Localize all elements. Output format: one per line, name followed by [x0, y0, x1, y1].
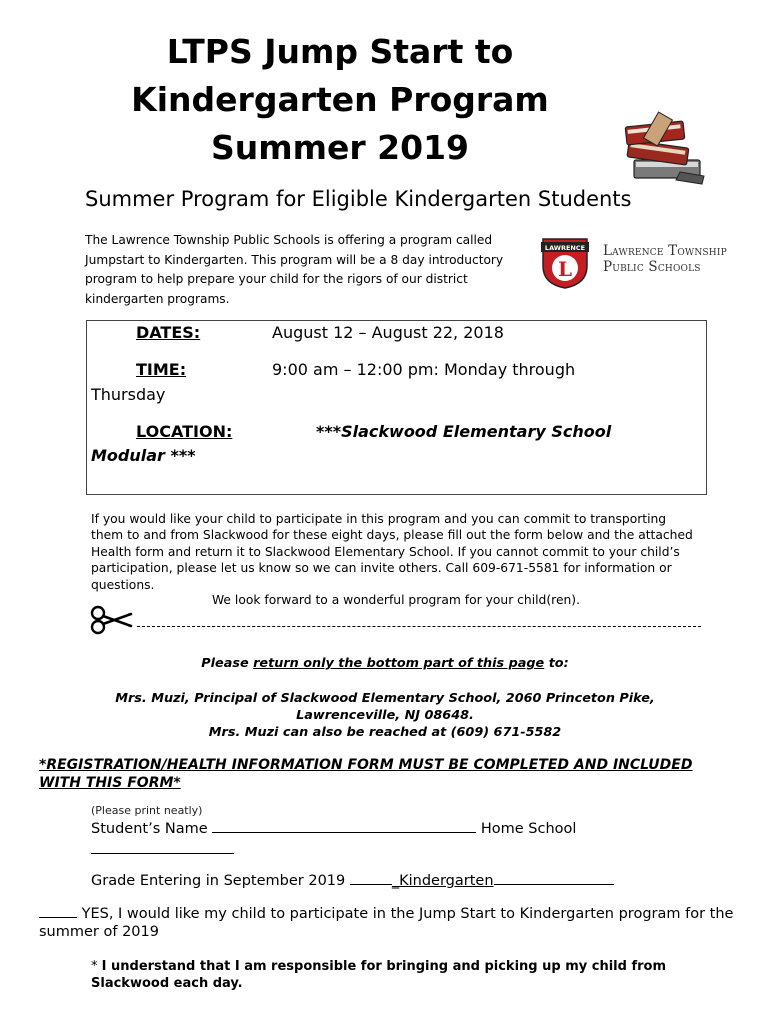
address-line: Mrs. Muzi can also be reached at (609) 671-5582 — [208, 725, 562, 740]
return-instructions — [80, 656, 690, 671]
dates-label: DATES: — [136, 323, 201, 342]
grade-row — [91, 870, 614, 889]
grade-label: Grade Entering in September 2019 — [91, 873, 346, 889]
agreement-note — [91, 958, 691, 992]
logo-banner-text: LAWRENCE — [544, 244, 586, 252]
grade-field-suffix[interactable] — [494, 870, 614, 885]
district-logo — [540, 236, 590, 290]
books-icon — [620, 110, 710, 190]
scissors-icon — [89, 604, 133, 636]
student-name-field[interactable] — [212, 818, 476, 833]
address-line: Lawrenceville, NJ 08648. — [296, 708, 474, 723]
intro-paragraph: The Lawrence Township Public Schools is offering a program called Jumpstart to Kindergarten. This program will be a 8 day introductory program to help prepare your child for the rigors of our district kindergarten programs. — [85, 233, 504, 306]
dates-value: August 12 – August 22, 2018 — [272, 323, 504, 342]
time-label: TIME: — [136, 360, 187, 379]
return-post: to: — [544, 656, 569, 671]
closing-line: We look forward to a wonderful program for your child(ren). — [211, 593, 581, 607]
district-name-line: Lawrence Township — [603, 243, 727, 259]
grade-field-prefix[interactable] — [350, 870, 392, 885]
district-name-line: Public Schools — [603, 259, 701, 275]
grade-value[interactable]: _Kindergarten — [391, 873, 494, 889]
return-pre: Please — [201, 656, 254, 671]
yes-checkbox-field[interactable] — [39, 905, 77, 918]
agreement-text: I understand that I am responsible for bringing and picking up my child from Slackwood each day. — [91, 959, 666, 991]
location-value: ***Slackwood Elementary School — [316, 422, 612, 441]
home-school-field[interactable] — [91, 839, 234, 854]
district-name — [603, 243, 727, 275]
agreement-marker: * — [91, 959, 98, 974]
student-name-label: Student’s Name — [91, 821, 208, 837]
title-line: Kindergarten Program — [131, 80, 549, 119]
logo-letter: L — [557, 257, 573, 281]
address-line: Mrs. Muzi, Principal of Slackwood Elementary School, 2060 Princeton Pike, — [115, 691, 655, 706]
yes-statement: YES, I would like my child to participate in the Jump Start to Kindergarten program for the summer of 2019 — [39, 906, 734, 940]
student-name-row — [91, 818, 576, 837]
participation-paragraph: If you would like your child to participate in this program and you can commit to transporting them to and from Slackwood for these eight days, please fill out the form below and the attached Health form and return it to Slackwood Elementary School. If you cannot commit to your child’s participation, please let us know so we can invite others. Call 609-671-5581 for information or questions. — [91, 512, 693, 592]
registration-notice: *REGISTRATION/HEALTH INFORMATION FORM MUST BE COMPLETED AND INCLUDED WITH THIS FORM* — [39, 757, 693, 791]
title-line: Summer 2019 — [210, 128, 470, 167]
home-school-label: Home School — [480, 821, 577, 837]
return-underlined: return only the bottom part of this page — [253, 656, 545, 671]
page-title — [60, 28, 620, 172]
time-value-cont: Thursday — [91, 385, 166, 404]
location-label: LOCATION: — [136, 422, 233, 441]
location-value-cont: Modular *** — [91, 446, 196, 465]
program-details-box — [86, 320, 707, 495]
subtitle: Summer Program for Eligible Kindergarten Students — [85, 187, 632, 211]
mailing-address — [80, 690, 690, 741]
yes-row — [39, 905, 739, 941]
time-value: 9:00 am – 12:00 pm: Monday through — [272, 360, 576, 379]
cut-line — [137, 626, 701, 627]
print-neatly-note: (Please print neatly) — [91, 804, 203, 817]
title-line: LTPS Jump Start to — [166, 32, 514, 71]
